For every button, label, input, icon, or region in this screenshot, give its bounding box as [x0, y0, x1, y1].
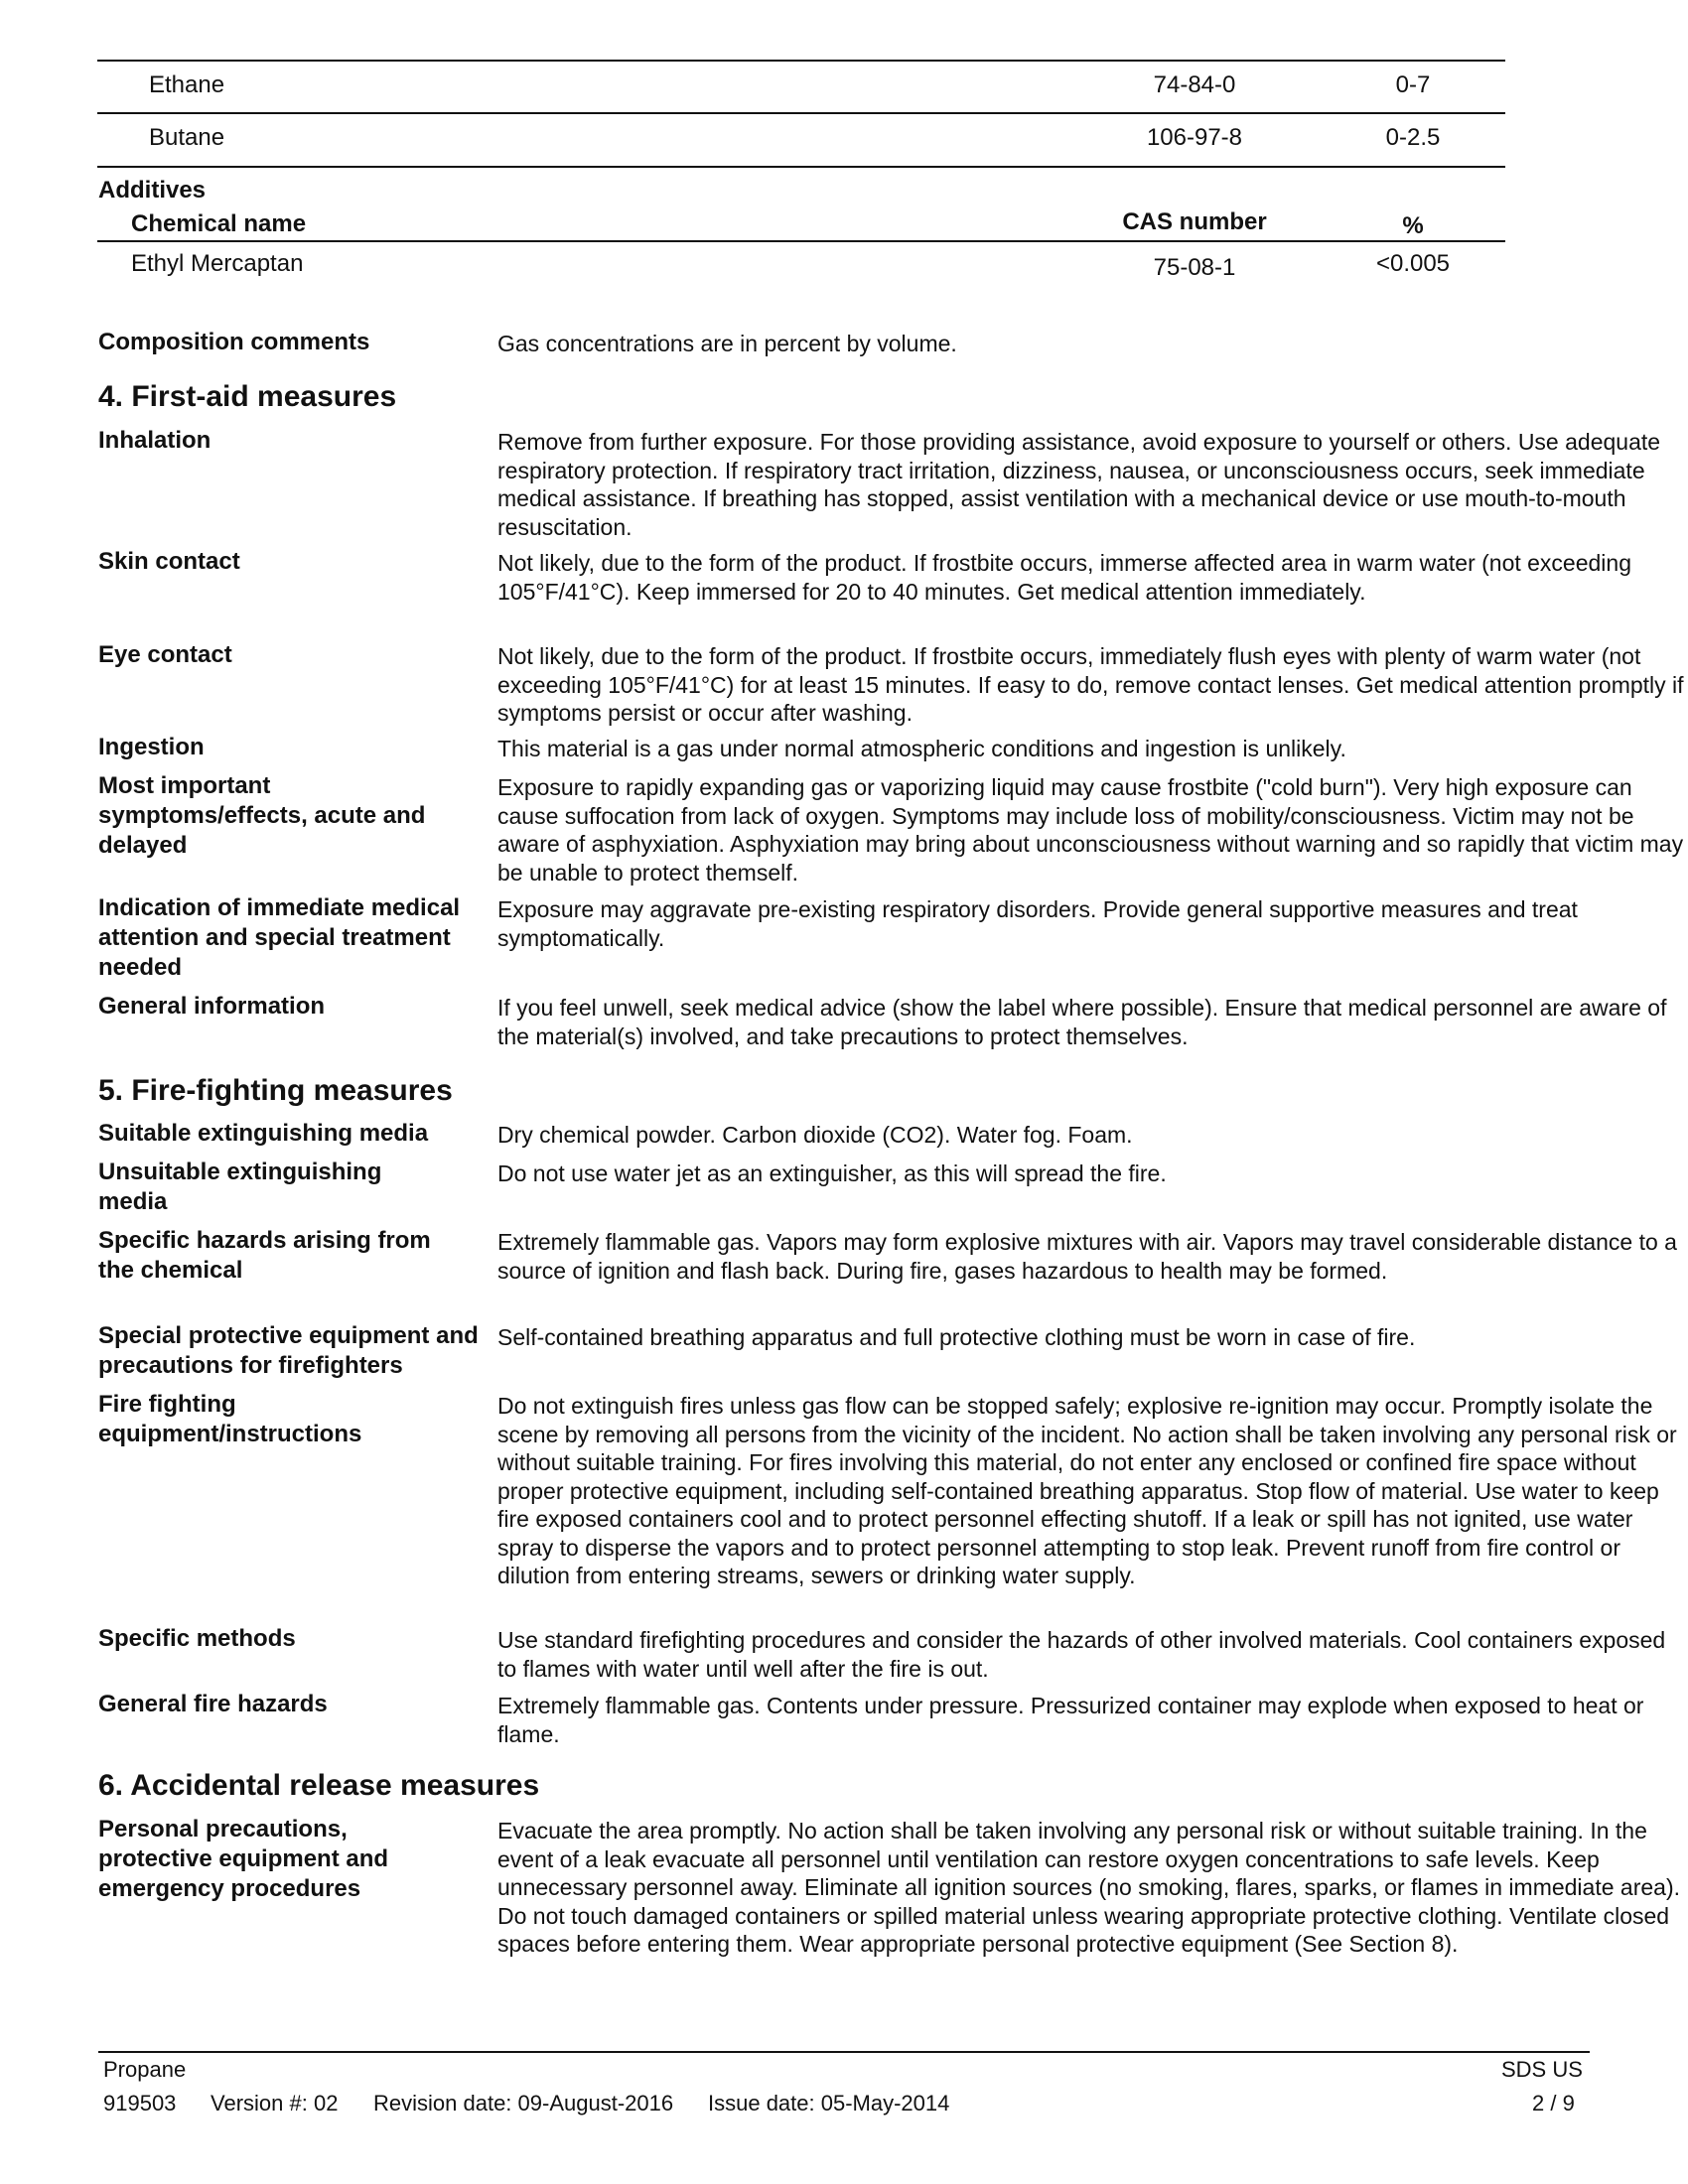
field-label: Unsuitable extinguishing media: [98, 1159, 382, 1215]
chemical-name: Ethane: [149, 71, 225, 98]
field-value: Self-contained breathing apparatus and full protective clothing must be worn in case of fire.: [497, 1324, 1416, 1350]
field-label: Ingestion: [98, 734, 205, 760]
field-value: Use standard firefighting procedures and consider the hazards of other involved materials. Cool containers exposed to flames with water until well after the fire is out.: [497, 1627, 1666, 1682]
field-value: Exposure may aggravate pre-existing respiratory disorders. Provide general supportive measures and treat symptomatically.: [497, 896, 1578, 951]
field-value: Dry chemical powder. Carbon dioxide (CO2). Water fog. Foam.: [497, 1122, 1133, 1148]
field-value: If you feel unwell, seek medical advice (show the label where possible). Ensure that medical personnel are aware of the material(s) involved, and take precautions to protect themselves.: [497, 995, 1667, 1049]
cas-number: 74-84-0: [1153, 71, 1236, 98]
chemical-name: Ethyl Mercaptan: [131, 250, 304, 277]
additives-title: Additives: [98, 177, 207, 204]
field-label: Special protective equipment and precautions for firefighters: [98, 1322, 479, 1379]
field-value: Gas concentrations are in percent by volume.: [497, 331, 957, 356]
section-title: 4. First-aid measures: [98, 380, 397, 413]
section-title: 6. Accidental release measures: [98, 1769, 540, 1802]
field-value: Not likely, due to the form of the product. If frostbite occurs, immerse affected area in warm water (not exceeding 105°F/41°C). Keep immersed for 20 to 40 minutes. Get medical attention immediately.: [497, 550, 1632, 605]
header-percent: %: [1402, 212, 1424, 239]
field-label: Inhalation: [98, 427, 211, 454]
field-label: Fire fighting equipment/instructions: [98, 1391, 362, 1447]
field-value: Exposure to rapidly expanding gas or vaporizing liquid may cause frostbite ("cold burn"). Very high exposure can cause suffocation from lack of oxygen. Symptoms may include loss of mobility/consciousness. Victim may not be aware of asphyxiation. Asphyxiation may bring about unconsciousness without warning and so rapidly that victim may be unable to protect themself.: [497, 774, 1684, 886]
chemical-name: Butane: [149, 124, 225, 151]
footer-doc-type: SDS US: [1501, 2057, 1583, 2082]
footer-product: Propane: [103, 2057, 187, 2082]
cas-number: 75-08-1: [1153, 254, 1236, 281]
field-value: Remove from further exposure. For those providing assistance, avoid exposure to yourself or others. Use adequate respiratory protection. If respiratory tract irritation, dizziness, nausea, or unconsciousness occurs, seek immediate medical assistance. If breathing has stopped, assist ventilation with a mechanical device or use mouth-to-mouth resuscitation.: [497, 429, 1661, 540]
footer-version: Version #: 02: [211, 2091, 339, 2116]
header-cas-number: CAS number: [1122, 208, 1267, 235]
field-label: Most important symptoms/effects, acute and delayed: [98, 772, 426, 859]
percent-value: 0-7: [1395, 71, 1431, 98]
table-row: [97, 112, 1505, 168]
footer-page-number: 2 / 9: [1532, 2091, 1575, 2116]
field-label: Personal precautions, protective equipment and emergency procedures: [98, 1816, 389, 1902]
field-value: Not likely, due to the form of the product. If frostbite occurs, immediately flush eyes with plenty of warm water (not exceeding 105°F/41°C) for at least 15 minutes. If easy to do, remove contact lenses. Get medical attention promptly if symptoms persist or occur after washing.: [497, 643, 1684, 726]
field-value: Evacuate the area promptly. No action shall be taken involving any personal risk or without suitable training. In the event of a leak evacuate all personnel until ventilation can restore oxygen concentrations to safe levels. Keep unnecessary personnel away. Eliminate all ignition sources (no smoking, flares, sparks, or flames in immediate area). Do not touch damaged containers or spilled material unless wearing appropriate protective clothing. Ventilate closed spaces before entering them. Wear appropriate personal protective equipment (See Section 8).: [497, 1818, 1680, 1957]
field-value: Do not use water jet as an extinguisher, as this will spread the fire.: [497, 1160, 1167, 1186]
table-row: [97, 60, 1505, 113]
additives-header-row: [97, 205, 1505, 242]
field-value: This material is a gas under normal atmospheric conditions and ingestion is unlikely.: [497, 736, 1346, 761]
footer-divider: [98, 2051, 1590, 2053]
cas-number: 106-97-8: [1146, 124, 1243, 151]
field-label: Skin contact: [98, 548, 240, 575]
table-row: [97, 242, 1505, 286]
field-label: Eye contact: [98, 641, 232, 668]
header-chemical-name: Chemical name: [131, 210, 307, 237]
field-label: Specific hazards arising from the chemical: [98, 1227, 431, 1284]
field-label: General fire hazards: [98, 1691, 328, 1717]
field-label: Suitable extinguishing media: [98, 1120, 429, 1147]
field-label: Indication of immediate medical attention and special treatment needed: [98, 894, 461, 981]
field-label: Specific methods: [98, 1625, 296, 1652]
footer-issue-date: Issue date: 05-May-2014: [708, 2091, 950, 2116]
percent-value: 0-2.5: [1385, 124, 1441, 151]
footer-doc-number: 919503: [103, 2091, 177, 2116]
percent-value: <0.005: [1375, 250, 1451, 277]
field-label: General information: [98, 993, 326, 1020]
section-title: 5. Fire-fighting measures: [98, 1074, 453, 1107]
footer-revision-date: Revision date: 09-August-2016: [373, 2091, 674, 2116]
field-value: Extremely flammable gas. Vapors may form explosive mixtures with air. Vapors may travel considerable distance to a source of ignition and flash back. During fire, gases hazardous to health may be formed.: [497, 1229, 1677, 1284]
field-value: Extremely flammable gas. Contents under pressure. Pressurized container may explode when exposed to heat or flame.: [497, 1693, 1644, 1747]
field-value: Do not extinguish fires unless gas flow can be stopped safely; explosive re-ignition may occur. Promptly isolate the scene by removing all persons from the vicinity of the incident. No action shall be taken involving any personal risk or without suitable training. For fires involving this material, do not enter any enclosed or confined fire space without proper protective equipment, including self-contained breathing apparatus. Stop flow of material. Use water to keep fire exposed containers cool and to protect personnel effecting shutoff. If a leak or spill has not ignited, use water spray to disperse the vapors and to protect personnel attempting to stop leak. Prevent runoff from fire control or dilution from entering streams, sewers or drinking water supply.: [497, 1393, 1677, 1588]
field-label: Composition comments: [98, 329, 370, 355]
